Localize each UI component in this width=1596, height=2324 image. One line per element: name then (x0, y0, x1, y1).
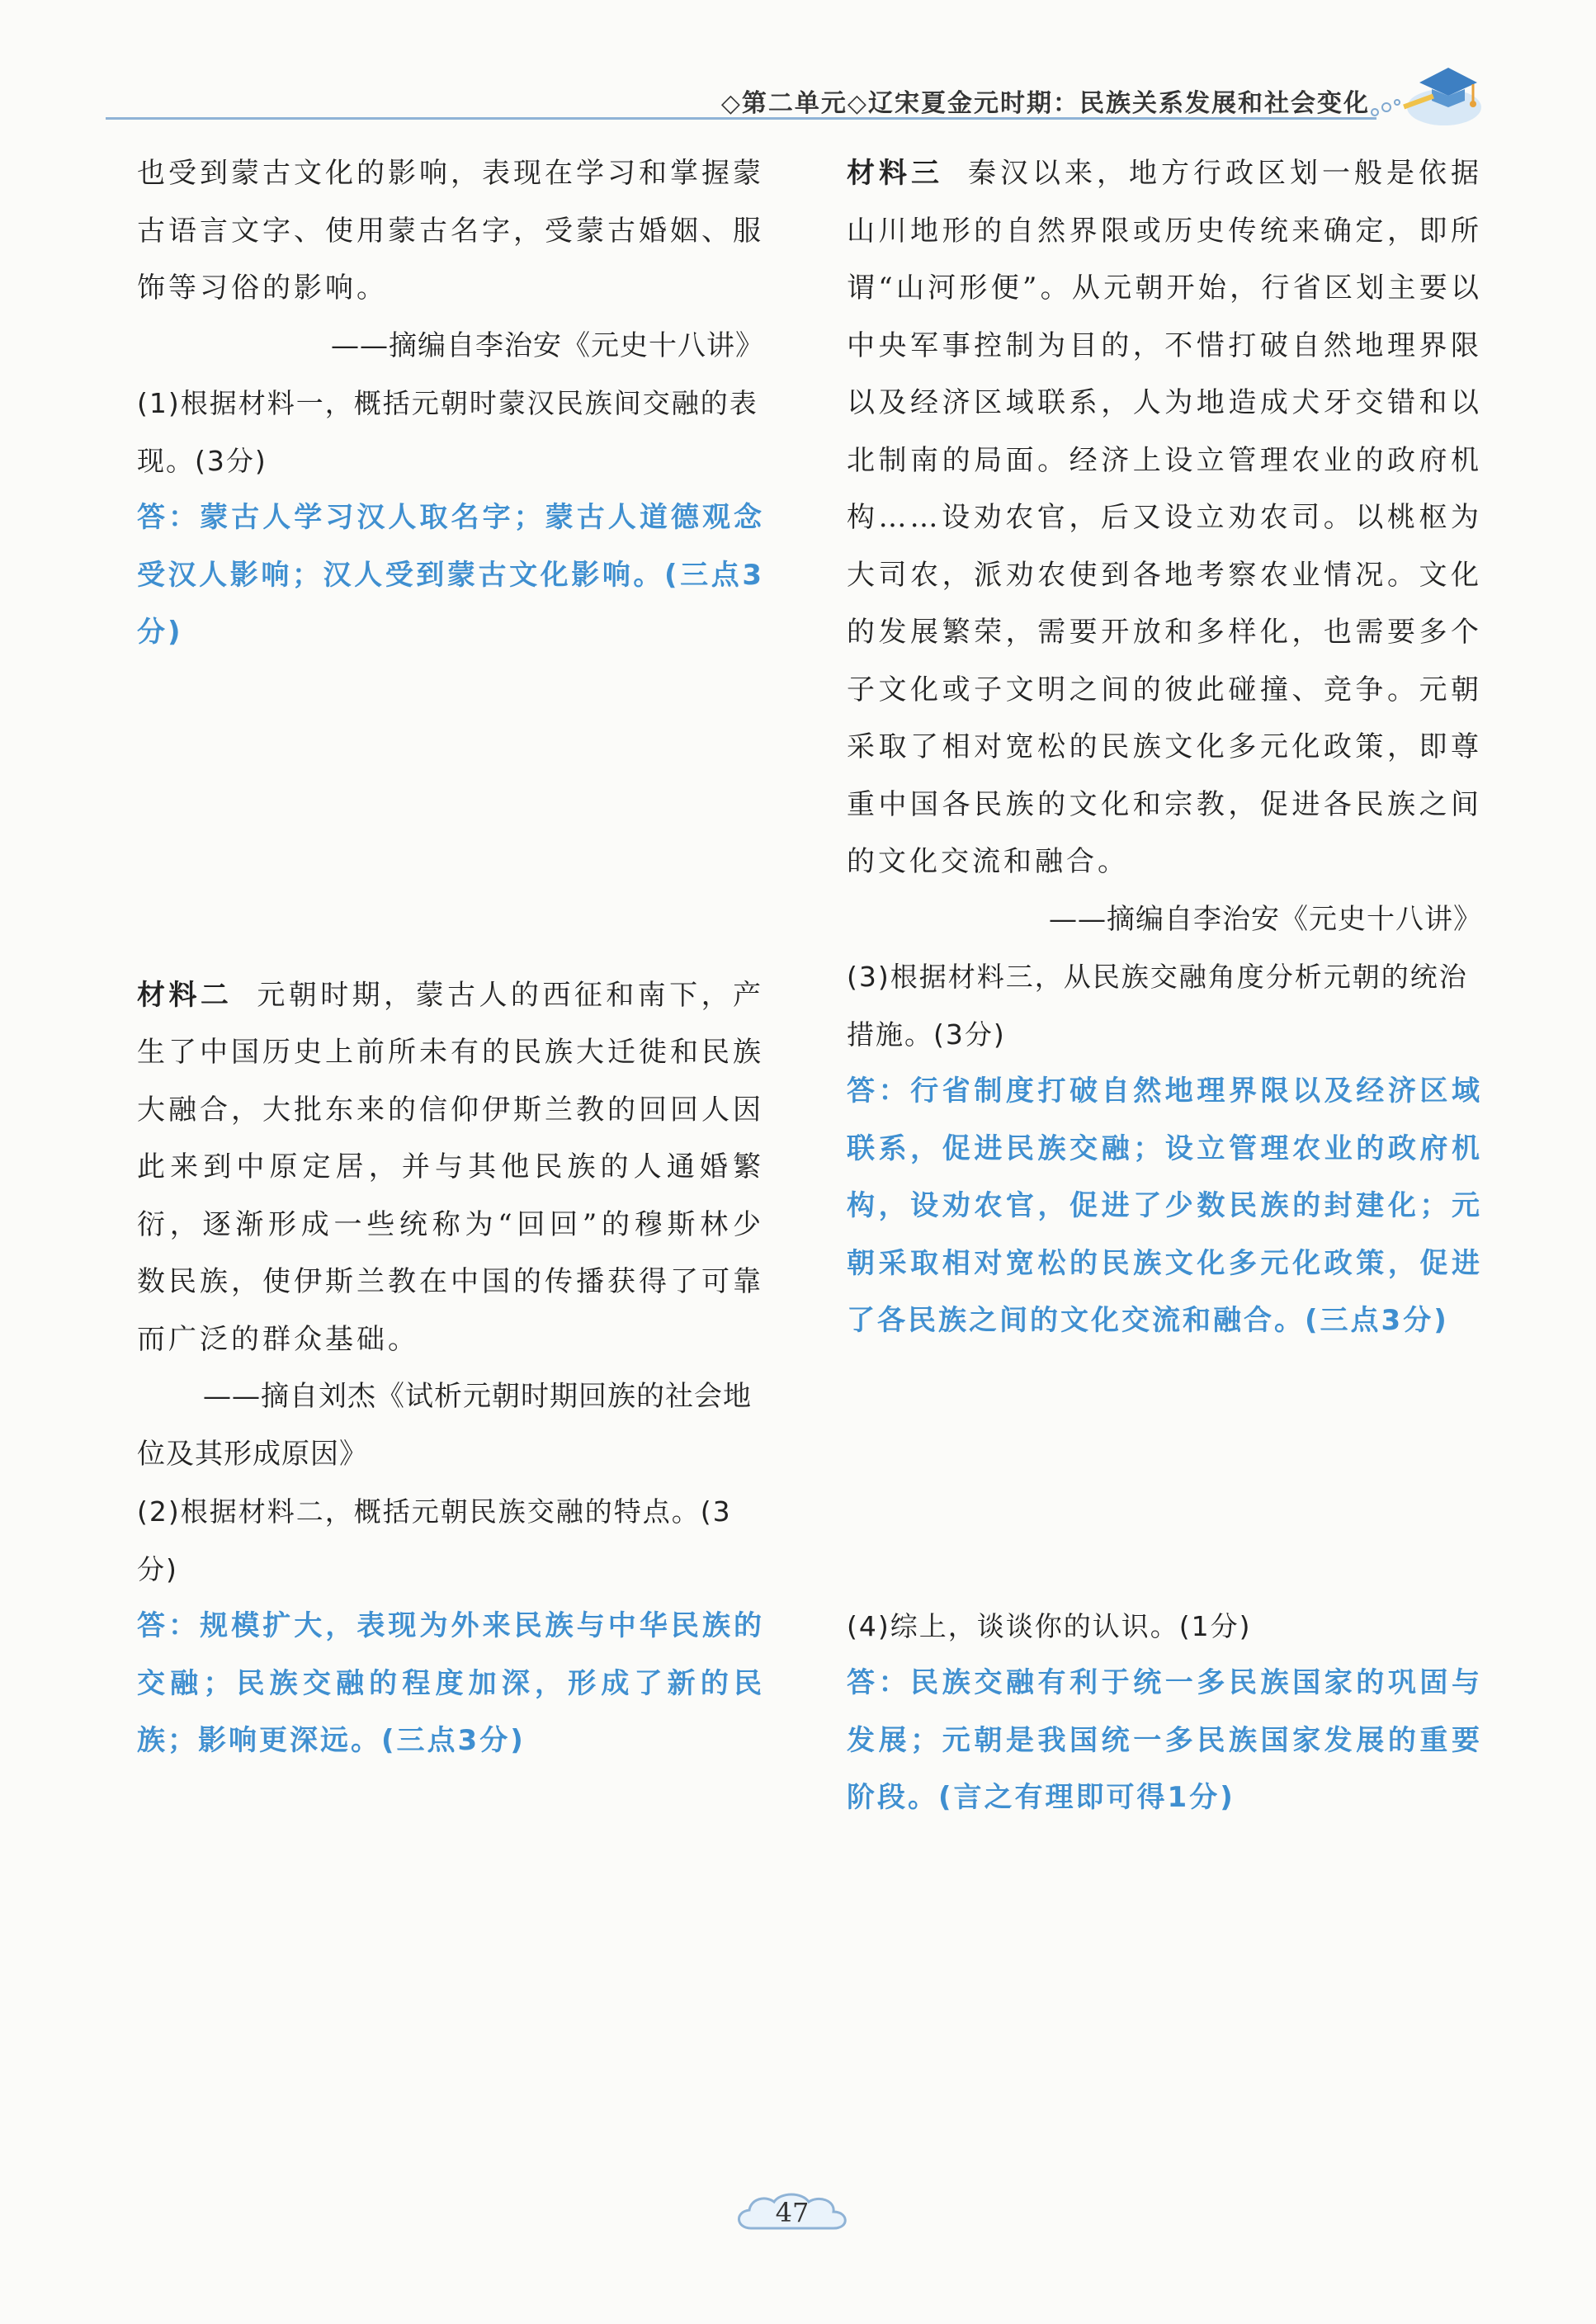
material-two-label: 材料二 (137, 978, 233, 1012)
material-two-text: 元朝时期，蒙古人的西征和南下，产生了中国历史上前所未有的民族大迁徙和民族大融合，大批东来的信仰伊斯兰教的回回人因此来到中原定居，并与其他民族的人通婚繁衍，逐渐形成一些统称为“回回”的穆斯林少数民族，使伊斯兰教在中国的传播获得了可靠而广泛的群众基础。 (137, 978, 765, 1356)
header-rule (106, 117, 1376, 120)
material-two-source: ——摘自刘杰《试析元朝时期回族的社会地位及其形成原因》 (137, 1380, 752, 1471)
material-one-tail: 也受到蒙古文化的影响，表现在学习和掌握蒙古语言文字、使用蒙古名字，受蒙古婚姻、服饰等习俗的影响。 (137, 157, 764, 305)
question-4: (4)综上，谈谈你的认识。(1分) (847, 1609, 1252, 1642)
page-number-badge (726, 2187, 858, 2245)
unit-header-title: ◇第二单元◇辽宋夏金元时期：民族关系发展和社会变化 (720, 89, 1370, 118)
material-three (847, 145, 1482, 891)
right-column (847, 145, 1482, 1827)
spacer (137, 662, 764, 967)
question-2: (2)根据材料二，概括元朝民族交融的特点。(3分) (137, 1495, 732, 1585)
graduation-cap-logo-icon (1395, 50, 1485, 132)
spacer (847, 1350, 1482, 1598)
material-one-source: ——摘编自李治安《元史十八讲》 (331, 328, 764, 362)
answer-3: 答：行省制度打破自然地理界限以及经济区域联系，促进民族交融；设立管理农业的政府机构，设劝农官，促进了少数民族的封建化；元朝采取相对宽松的民族文化多元化政策，促进了各民族之间的文化交流和融合。(三点3分) (847, 1075, 1482, 1337)
left-column (137, 145, 764, 1770)
answer-4: 答：民族交融有利于统一多民族国家的巩固与发展；元朝是我国统一多民族国家发展的重要阶段。(言之有理即可得1分) (847, 1666, 1482, 1814)
answer-1: 答：蒙古人学习汉人取名字；蒙古人道德观念受汉人影响；汉人受到蒙古文化影响。(三点3分) (137, 501, 764, 649)
material-three-label: 材料三 (847, 157, 943, 190)
question-1: (1)根据材料一，概括元朝时蒙汉民族间交融的表现。(3分) (137, 387, 758, 477)
material-three-source: ——摘编自李治安《元史十八讲》 (1049, 902, 1482, 936)
page-number: 47 (775, 2197, 810, 2228)
question-3: (3)根据材料三，从民族交融角度分析元朝的统治措施。(3分) (847, 961, 1468, 1051)
answer-2: 答：规模扩大，表现为外来民族与中华民族的交融；民族交融的程度加深，形成了新的民族；影响更深远。(三点3分) (137, 1609, 764, 1757)
material-three-text: 秦汉以来，地方行政区划一般是依据山川地形的自然界限或历史传统来确定，即所谓“山河形便”。从元朝开始，行省区划主要以中央军事控制为目的，不惜打破自然地理界限以及经济区域联系，人为地造成犬牙交错和以北制南的局面。经济上设立管理农业的政府机构……设劝农官，后又设立劝农司。以桃枢为大司农，派劝农使到各地考察农业情况。文化的发展繁荣，需要开放和多样化，也需要多个子文化或子文明之间的彼此碰撞、竞争。元朝采取了相对宽松的民族文化多元化政策，即尊重中国各民族的文化和宗教，促进各民族之间的文化交流和融合。 (847, 157, 1482, 878)
material-two (137, 967, 764, 1369)
